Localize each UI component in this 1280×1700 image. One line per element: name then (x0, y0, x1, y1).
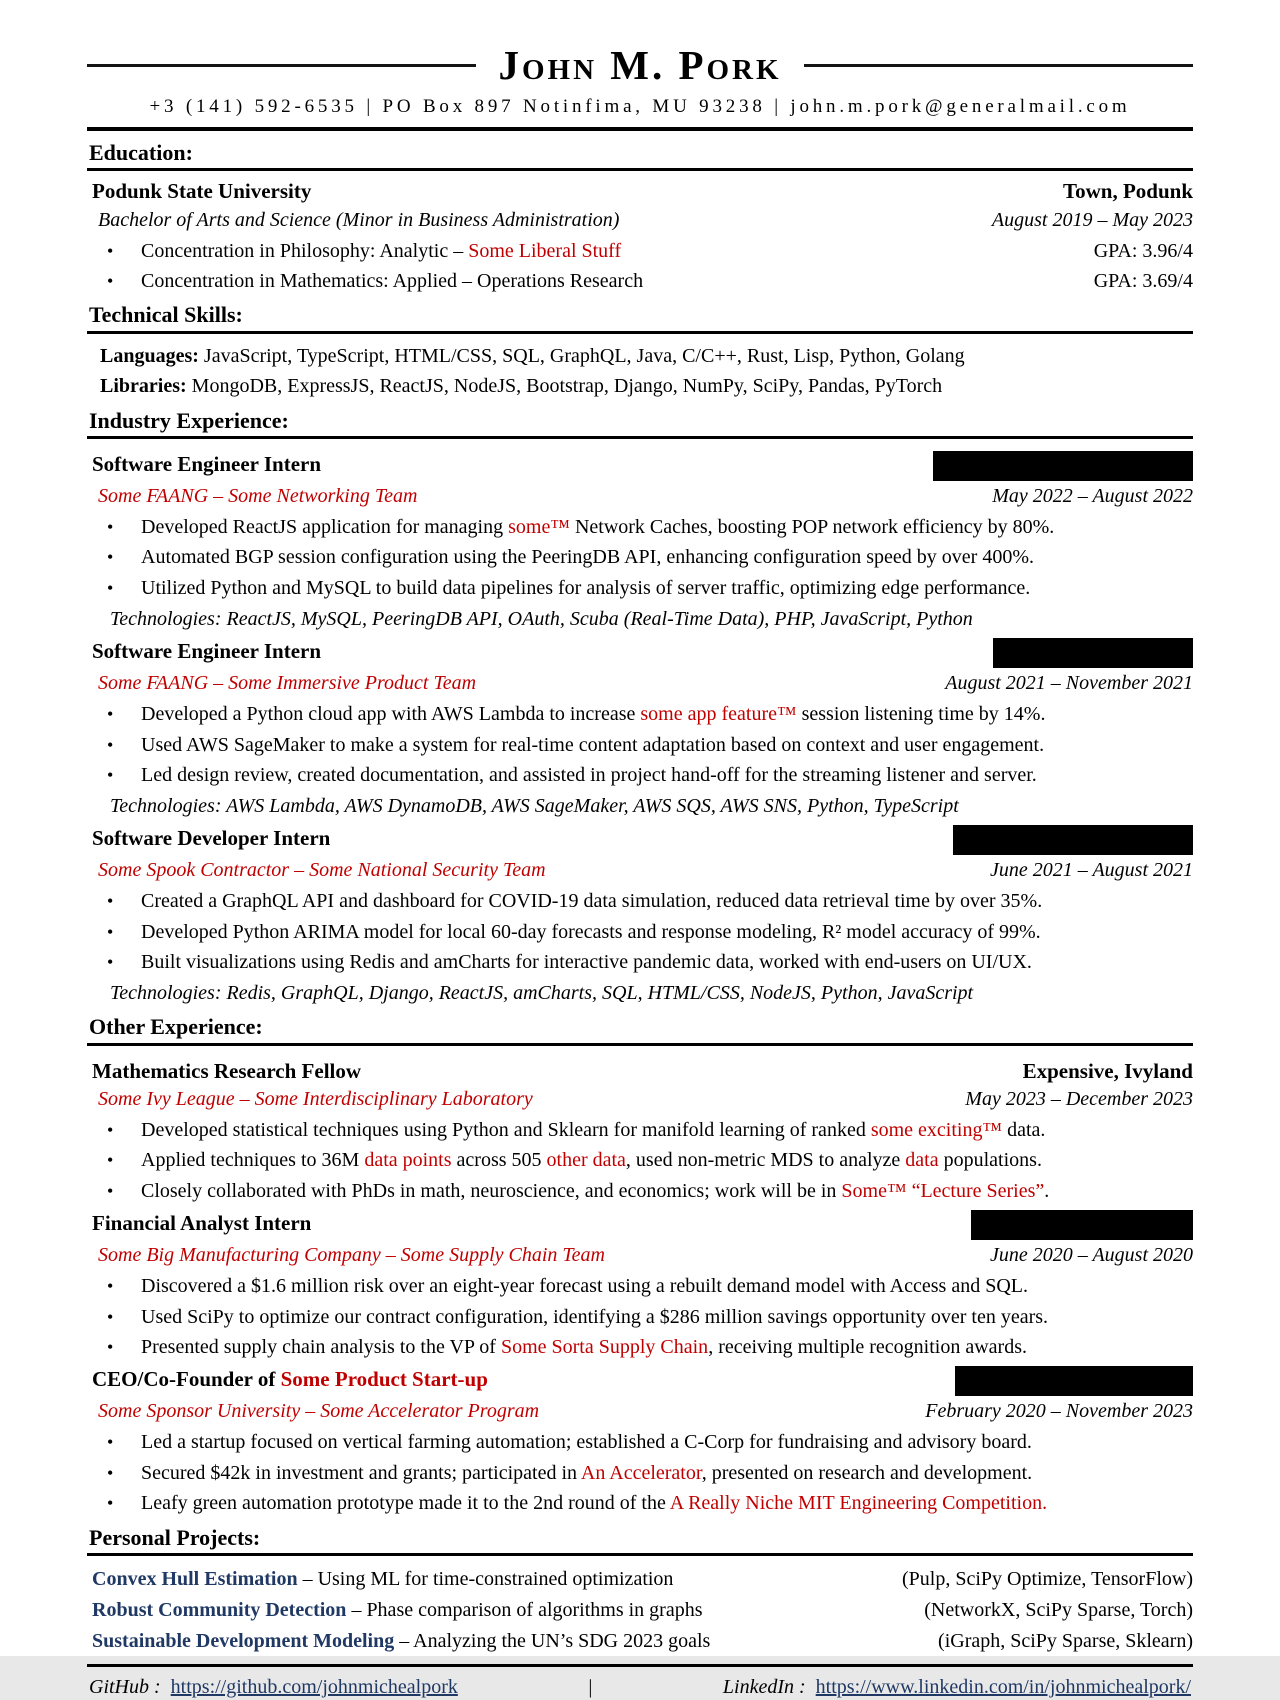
bullet-text: Created a GraphQL API and dashboard for COVID-19 data simulation, reduced data retrieval time by over 35%. (141, 890, 1043, 913)
job-title: Software Engineer Intern (92, 451, 322, 476)
skills-label: Languages: (100, 344, 204, 367)
education-bullet (87, 240, 1193, 263)
bullet-text: Concentration in Mathematics: Applied – Operations Research (141, 269, 644, 292)
technologies-line: Technologies: AWS Lambda, AWS DynamoDB, AWS SageMaker, AWS SQS, AWS SNS, Python, TypeScript (110, 795, 959, 818)
section-other-experience (87, 1014, 1193, 1515)
job-title: Software Developer Intern (92, 826, 331, 851)
job-block (87, 1366, 1193, 1515)
bullet-text: Discovered a $1.6 million risk over an eight-year forecast using a rebuilt demand model with Access and SQL. (141, 1275, 1028, 1298)
bullet-text: Concentration in Philosophy: Analytic – Some Liberal Stuff (141, 239, 622, 262)
section-education (87, 140, 1193, 293)
skills-list: JavaScript, TypeScript, HTML/CSS, SQL, GraphQL, Java, C/C++, Rust, Lisp, Python, Golang (203, 344, 965, 367)
school-location: Town, Podunk (1063, 179, 1193, 204)
projects-heading: Personal Projects: (87, 1525, 1193, 1556)
bullet-text: Utilized Python and MySQL to build data pipelines for analysis of server traffic, optimizing edge performance. (141, 576, 1031, 599)
person-name: John M. Pork (498, 42, 782, 88)
name-rule-left (87, 64, 476, 67)
bullet-text: Closely collaborated with PhDs in math, neuroscience, and economics; work will be in Some™ “Lecture Series”. (141, 1179, 1050, 1202)
bullet-text: Presented supply chain analysis to the VP of Some Sorta Supply Chain, receiving multiple recognition awards. (141, 1335, 1027, 1358)
github-label: GitHub : (89, 1675, 161, 1698)
project-tech: (iGraph, SciPy Sparse, Sklearn) (938, 1629, 1193, 1652)
section-technical-skills (87, 302, 1193, 398)
bullet-text: Developed a Python cloud app with AWS Lambda to increase some app feature™ session listening time by 14%. (141, 703, 1046, 726)
skills-languages-row (87, 343, 1193, 369)
bullet-dot-icon: • (107, 1306, 114, 1327)
technologies-line: Technologies: Redis, GraphQL, Django, ReactJS, amCharts, SQL, HTML/CSS, NodeJS, Python, JavaScript (110, 982, 974, 1005)
name-banner (87, 44, 1193, 87)
bullet-text: Used AWS SageMaker to make a system for real-time content adaptation based on context and user engagement. (141, 733, 1045, 756)
skills-label: Libraries: (100, 374, 192, 397)
other-heading: Other Experience: (87, 1014, 1193, 1045)
bullet-dot-icon: • (107, 952, 114, 973)
job-block (87, 825, 1193, 1005)
bullet-dot-icon: • (107, 547, 114, 568)
bullet-dot-icon: • (107, 704, 114, 725)
bullet-dot-icon: • (107, 1120, 114, 1141)
project-name: Sustainable Development Modeling (92, 1629, 395, 1652)
job-title: Financial Analyst Intern (92, 1211, 312, 1236)
job-dates: June 2020 – August 2020 (990, 1244, 1193, 1267)
redaction-box (971, 1210, 1193, 1240)
job-dates: June 2021 – August 2021 (990, 859, 1193, 882)
project-row (87, 1628, 1193, 1654)
contact-line: +3 (141) 592-6535 | PO Box 897 Notinfima, MU 93238 | john.m.pork@generalmail.com (87, 96, 1193, 131)
bullet-dot-icon: • (107, 1432, 114, 1453)
bullet-text: Used SciPy to optimize our contract configuration, identifying a $286 million savings opportunity over ten years. (141, 1305, 1049, 1328)
job-title: CEO/Co-Founder of Some Product Start-up (92, 1367, 488, 1392)
job-title: Mathematics Research Fellow (92, 1058, 362, 1083)
redaction-box (955, 1366, 1193, 1396)
job-block (87, 451, 1193, 631)
company-line: Some Spook Contractor – Some National Security Team (98, 859, 546, 882)
bullet-dot-icon: • (107, 240, 114, 261)
footer-separator: | (588, 1675, 593, 1698)
section-industry-experience (87, 408, 1193, 1006)
bullet-text: Built visualizations using Redis and amCharts for interactive pandemic data, worked with end-users on UI/UX. (141, 951, 1032, 974)
project-desc: – Phase comparison of algorithms in graphs (346, 1598, 703, 1621)
project-tech: (Pulp, SciPy Optimize, TensorFlow) (901, 1567, 1193, 1590)
name-rule-right (804, 64, 1193, 67)
redaction-box (993, 638, 1193, 668)
footer-links (87, 1664, 1193, 1700)
job-dates: February 2020 – November 2023 (925, 1400, 1193, 1423)
bullet-dot-icon: • (107, 1336, 114, 1357)
bullet-dot-icon: • (107, 577, 114, 598)
project-desc: – Using ML for time-constrained optimization (297, 1567, 674, 1590)
bullet-text: Applied techniques to 36M data points across 505 other data, used non-metric MDS to analyze data populations. (141, 1149, 1042, 1172)
bullet-dot-icon: • (107, 1462, 114, 1483)
skills-list: MongoDB, ExpressJS, ReactJS, NodeJS, Bootstrap, Django, NumPy, SciPy, Pandas, PyTorch (191, 374, 943, 397)
skills-heading: Technical Skills: (87, 302, 1193, 333)
bullet-dot-icon: • (107, 921, 114, 942)
job-dates: May 2022 – August 2022 (992, 484, 1193, 507)
gpa-value: GPA: 3.96/4 (1093, 239, 1193, 262)
company-line: Some FAANG – Some Networking Team (98, 484, 418, 507)
linkedin-group (723, 1674, 1191, 1700)
degree: Bachelor of Arts and Science (Minor in Business Administration) (98, 208, 620, 231)
education-dates: August 2019 – May 2023 (991, 208, 1193, 231)
bullet-dot-icon: • (107, 1276, 114, 1297)
education-heading: Education: (87, 140, 1193, 171)
section-personal-projects (87, 1525, 1193, 1654)
company-line: Some Sponsor University – Some Accelerator Program (98, 1400, 540, 1423)
bullet-dot-icon: • (107, 516, 114, 537)
bullet-dot-icon: • (107, 734, 114, 755)
job-location: Expensive, Ivyland (1022, 1058, 1193, 1083)
redaction-box (953, 825, 1193, 855)
education-bullet (87, 270, 1193, 293)
job-dates: August 2021 – November 2021 (945, 672, 1193, 695)
project-name: Convex Hull Estimation (92, 1567, 298, 1590)
job-block (87, 1058, 1193, 1203)
company-line: Some FAANG – Some Immersive Product Team (98, 672, 477, 695)
bullet-dot-icon: • (107, 270, 114, 291)
bullet-dot-icon: • (107, 1493, 114, 1514)
bullet-dot-icon: • (107, 1150, 114, 1171)
project-desc: – Analyzing the UN’s SDG 2023 goals (394, 1629, 711, 1652)
industry-heading: Industry Experience: (87, 408, 1193, 439)
job-block (87, 638, 1193, 818)
job-title: Software Engineer Intern (92, 639, 322, 664)
bullet-dot-icon: • (107, 891, 114, 912)
job-dates: May 2023 – December 2023 (965, 1088, 1193, 1111)
bullet-dot-icon: • (107, 764, 114, 785)
bullet-text: Led design review, created documentation, and assisted in project hand-off for the streaming listener and server. (141, 763, 1037, 786)
company-line: Some Ivy League – Some Interdisciplinary Laboratory (98, 1088, 533, 1111)
redaction-box (933, 451, 1193, 481)
bullet-text: Led a startup focused on vertical farming automation; established a C-Corp for fundraising and advisory board. (141, 1431, 1032, 1454)
bullet-text: Leafy green automation prototype made it to the 2nd round of the A Really Niche MIT Engineering Competition. (141, 1492, 1048, 1515)
school-name: Podunk State University (92, 179, 312, 204)
technologies-line: Technologies: ReactJS, MySQL, PeeringDB API, OAuth, Scuba (Real-Time Data), PHP, JavaScript, Python (110, 608, 973, 631)
github-group (89, 1674, 458, 1700)
bullet-text: Secured $42k in investment and grants; participated in An Accelerator, presented on research and development. (141, 1461, 1033, 1484)
linkedin-link[interactable]: https://www.linkedin.com/in/johnmichealpork/ (815, 1675, 1191, 1698)
company-line: Some Big Manufacturing Company – Some Supply Chain Team (98, 1244, 606, 1267)
project-row (87, 1566, 1193, 1592)
project-tech: (NetworkX, SciPy Sparse, Torch) (924, 1598, 1193, 1621)
bullet-text: Developed statistical techniques using Python and Sklearn for manifold learning of ranked some exciting™ data. (141, 1119, 1046, 1142)
linkedin-label: LinkedIn : (722, 1675, 806, 1698)
skills-libraries-row (87, 373, 1193, 399)
gpa-value: GPA: 3.69/4 (1093, 269, 1193, 292)
github-link[interactable]: https://github.com/johnmichealpork (170, 1675, 458, 1698)
bullet-text: Developed ReactJS application for managing some™ Network Caches, boosting POP network efficiency by 80%. (141, 515, 1055, 538)
project-row (87, 1597, 1193, 1623)
project-name: Robust Community Detection (92, 1598, 347, 1621)
bullet-text: Developed Python ARIMA model for local 60-day forecasts and response modeling, R² model accuracy of 99%. (141, 920, 1041, 943)
job-block (87, 1210, 1193, 1359)
bullet-text: Automated BGP session configuration using the PeeringDB API, enhancing configuration speed by over 400%. (141, 546, 1034, 569)
bullet-dot-icon: • (107, 1180, 114, 1201)
